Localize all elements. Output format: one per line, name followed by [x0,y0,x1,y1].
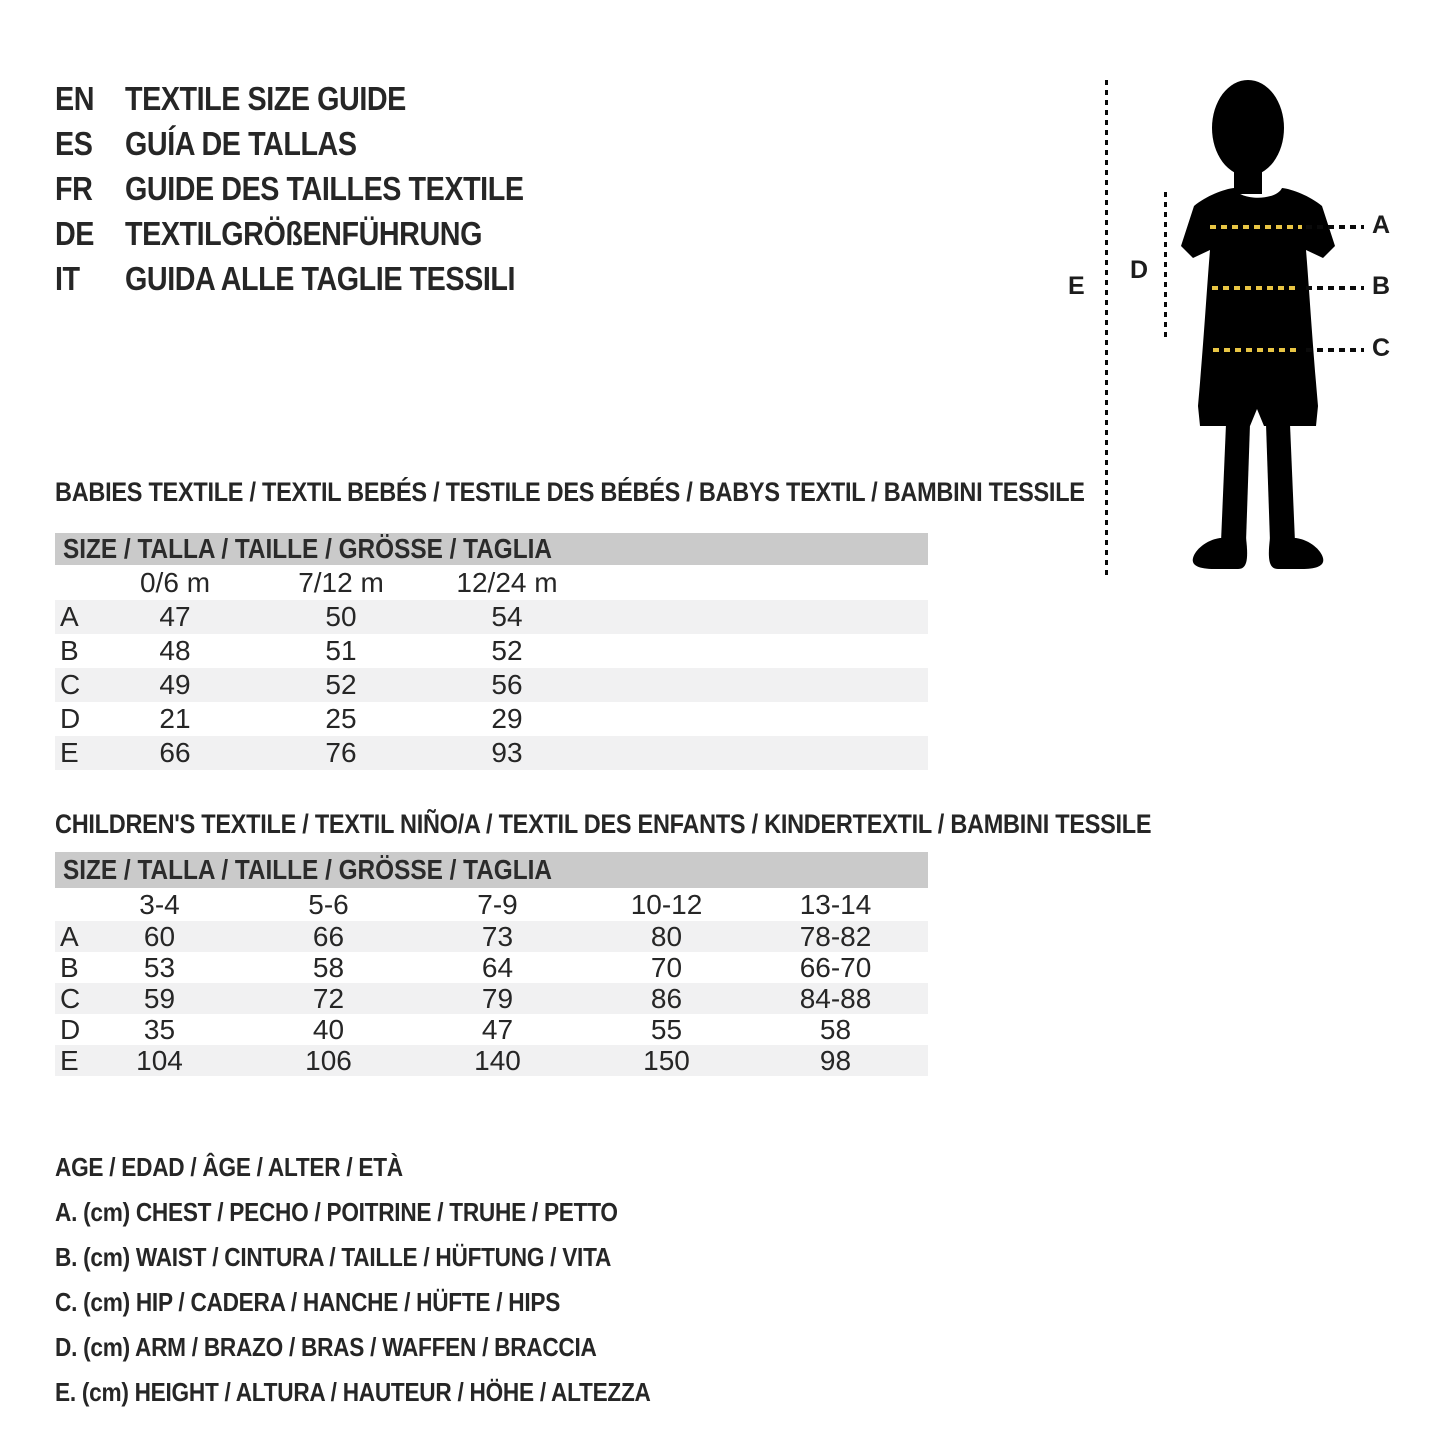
cell-value: 70 [650,951,683,983]
cell-value: 98 [819,1044,852,1076]
cell-value: 53 [143,951,176,983]
cell-value: 48 [159,635,191,666]
lang-code-de: DE [55,214,95,252]
cell-value: 58 [819,1013,852,1045]
legend-hip-c: C. (cm) HIP / CADERA / HANCHE / HÜFTE / HIPS [55,1287,561,1317]
cell-value: 47 [481,1013,514,1045]
lang-title-es: GUÍA DE TALLAS [125,124,357,162]
babies-col-0: 0/6 m [139,566,211,598]
table-row-b [55,634,928,668]
cell-value: 47 [159,601,191,632]
cell-value: 72 [312,982,345,1014]
cell-value: 80 [650,920,683,952]
cell-value: 86 [650,982,683,1014]
lang-row-en [55,76,583,121]
cell-value: 79 [481,982,514,1014]
children-size-header-label: SIZE / TALLA / TAILLE / GRÖSSE / TAGLIA [63,854,553,885]
cell-value: 52 [491,635,523,666]
dim-label-e: E [1068,272,1085,300]
babies-size-header-bar [55,533,928,565]
legend-height-e: E. (cm) HEIGHT / ALTURA / HAUTEUR / HÖHE / ALTEZZA [55,1377,651,1407]
lang-title-it: GUIDA ALLE TAGLIE TESSILI [125,259,516,297]
row-label: D [60,703,81,734]
chest-dash-accent [1210,225,1302,229]
legend-age: AGE / EDAD / ÂGE / ALTER / ETÀ [55,1152,403,1182]
cell-value: 76 [325,737,357,768]
table-row-c [55,983,928,1014]
dim-label-d: D [1130,256,1149,284]
cell-value: 59 [143,982,176,1014]
legend-arm-d: D. (cm) ARM / BRAZO / BRAS / WAFFEN / BRACCIA [55,1332,597,1362]
babies-size-header-label: SIZE / TALLA / TAILLE / GRÖSSE / TAGLIA [63,533,553,564]
lang-title-de: TEXTILGRÖßENFÜHRUNG [125,214,482,252]
cell-value: 21 [159,703,191,734]
lang-code-en: EN [55,79,95,117]
children-size-header-bar [55,852,928,888]
cell-value: 25 [325,703,357,734]
cell-value: 78-82 [799,920,872,952]
lang-title-en: TEXTILE SIZE GUIDE [125,79,406,117]
legend-waist-b: B. (cm) WAIST / CINTURA / TAILLE / HÜFTUNG / VITA [55,1242,612,1272]
cell-value: 84-88 [799,982,872,1014]
babies-col-2: 12/24 m [456,566,558,598]
dim-label-b: B [1372,272,1391,300]
table-row-c [55,668,928,702]
dim-label-a: A [1372,211,1391,239]
cell-value: 50 [325,601,357,632]
babies-section-title: BABIES TEXTILE / TEXTIL BEBÉS / TESTILE DES BÉBÉS / BABYS TEXTIL / BAMBINI TESSILE [55,477,1085,507]
children-col-1: 5-6 [308,888,349,920]
cell-value: 55 [650,1013,683,1045]
cell-value: 104 [136,1044,183,1076]
row-label: B [60,635,79,666]
measurement-figure [1060,70,1440,595]
babies-column-header-row [55,565,928,600]
cell-value: 140 [474,1044,521,1076]
lang-code-it: IT [55,259,80,297]
table-row-a [55,600,928,634]
cell-value: 54 [491,601,523,632]
cell-value: 52 [325,669,357,700]
cell-value: 29 [491,703,523,734]
lang-row-es [55,121,583,166]
row-label: B [60,951,79,983]
waist-dash-dark [1306,286,1364,290]
cell-value: 49 [159,669,191,700]
cell-value: 66 [312,920,345,952]
legend-chest-a: A. (cm) CHEST / PECHO / POITRINE / TRUHE / PETTO [55,1197,618,1227]
table-row-e [55,736,928,770]
table-row-a [55,921,928,952]
cell-value: 60 [143,920,176,952]
language-title-block [55,76,583,301]
measurement-legend [55,1145,740,1415]
row-label: C [60,982,81,1014]
cell-value: 64 [481,951,514,983]
cell-value: 150 [643,1044,690,1076]
row-label: E [60,1044,79,1076]
table-row-d [55,1014,928,1045]
children-section-title: CHILDREN'S TEXTILE / TEXTIL NIÑO/A / TEXTIL DES ENFANTS / KINDERTEXTIL / BAMBINI TESSILE [55,809,1152,839]
cell-value: 106 [305,1044,352,1076]
waist-dash-accent [1212,286,1298,290]
table-row-b [55,952,928,983]
children-column-header-row [55,888,928,921]
lang-row-de [55,211,583,256]
children-col-0: 3-4 [139,888,180,920]
lang-code-fr: FR [55,169,93,207]
cell-value: 35 [143,1013,176,1045]
table-row-d [55,702,928,736]
cell-value: 40 [312,1013,345,1045]
babies-size-table [55,533,928,770]
cell-value: 58 [312,951,345,983]
dim-label-c: C [1372,334,1391,362]
row-label: E [60,737,79,768]
babies-col-1: 7/12 m [298,566,384,598]
cell-value: 66 [159,737,191,768]
lang-code-es: ES [55,124,93,162]
lang-row-fr [55,166,583,211]
cell-value: 73 [481,920,514,952]
cell-value: 51 [325,635,357,666]
children-col-3: 10-12 [630,888,703,920]
lang-title-fr: GUIDE DES TAILLES TEXTILE [125,169,524,207]
hip-dash-dark [1306,348,1364,352]
children-col-4: 13-14 [799,888,872,920]
row-label: A [60,601,79,632]
cell-value: 56 [491,669,523,700]
row-label: A [60,920,79,952]
table-row-e [55,1045,928,1076]
arm-measure-line-d [1164,192,1167,342]
chest-dash-dark [1306,225,1364,229]
lang-row-it [55,256,583,301]
row-label: D [60,1013,81,1045]
children-col-2: 7-9 [477,888,518,920]
hip-dash-accent [1213,348,1301,352]
children-size-table [55,852,928,1076]
row-label: C [60,669,81,700]
cell-value: 93 [491,737,523,768]
cell-value: 66-70 [799,951,872,983]
